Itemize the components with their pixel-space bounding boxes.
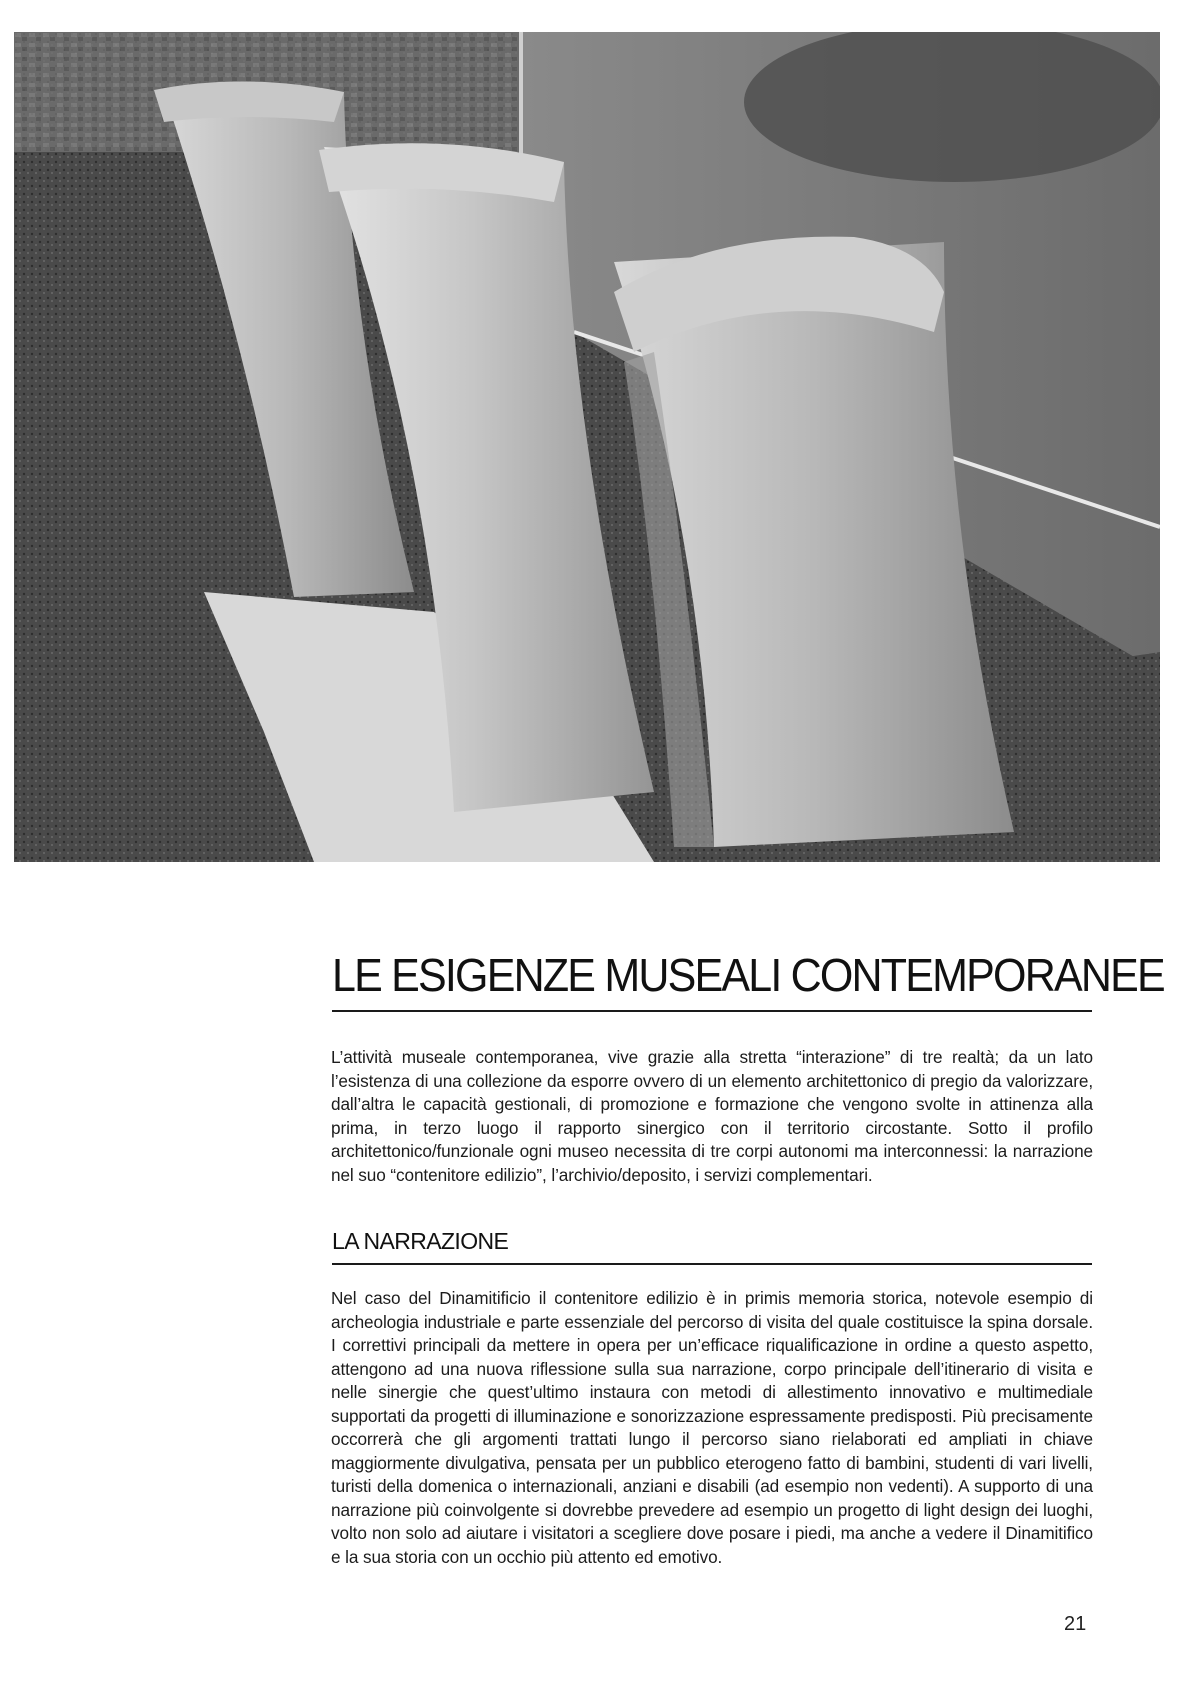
section-paragraph: Nel caso del Dinamitificio il contenitore edilizio è in primis memoria storica, notevole esempio di archeologia industriale e parte essenziale del percorso di visita del quale costituisce la spina dorsale. I correttivi principali da mettere in opera per un’efficace riqualificazione in ordine a questo aspetto, attengono ad una nuova riflessione sulla sua narrazione, corpo principale dell’itinerario di visita e nelle sinergie che quest’ultimo instaura con metodi di allestimento innovativo e multimediale supportati da progetti di illuminazione e sonorizzazione espressamente predisposti. Più precisamente occorrerà che gli argomenti trattati lungo il percorso siano rielaborati ed ampliati in chiave maggiormente divulgativa, pensata per un pubblico eterogeno fatto di bambini, studenti di vari livelli, turisti della domenica o internazionali, anziani e disabili (ad esempio non vedenti). A supporto di una narrazione più coinvolgente si dovrebbe prevedere ad esempio un progetto di light design dei luoghi, volto non solo ad aiutare i visitatori a scegliere dove posare i piedi, ma anche a vedere il Dinamitifico e la sua storia con un occhio più attento ed emotivo. (331, 1288, 1093, 1567)
page-title: LE ESIGENZE MUSEALI CONTEMPORANEE (332, 950, 1164, 1002)
section-underline (332, 1263, 1092, 1265)
photo-concrete-pillars (14, 32, 1160, 862)
photo-concrete-pillars-icon (14, 32, 1160, 862)
page-number: 21 (1064, 1613, 1087, 1635)
intro-paragraph: L’attività museale contemporanea, vive grazie alla stretta “interazione” di tre realtà; da un lato l’esistenza di una collezione da esporre ovvero di un elemento architettonico di pregio da valorizzare, dall’altra le capacità gestionali, di promozione e formazione che vengono svolte in attinenza alla prima, in terzo luogo il rapporto sinergico con il territorio circostante. Sotto il profilo architettonico/funzionale ogni museo necessita di tre corpi autonomi ma interconnessi: la narrazione nel suo “contenitore edilizio”, l’archivio/deposito, i servizi complementari. (331, 1047, 1093, 1185)
section-heading: LA NARRAZIONE (332, 1228, 509, 1254)
title-underline (332, 1010, 1092, 1012)
